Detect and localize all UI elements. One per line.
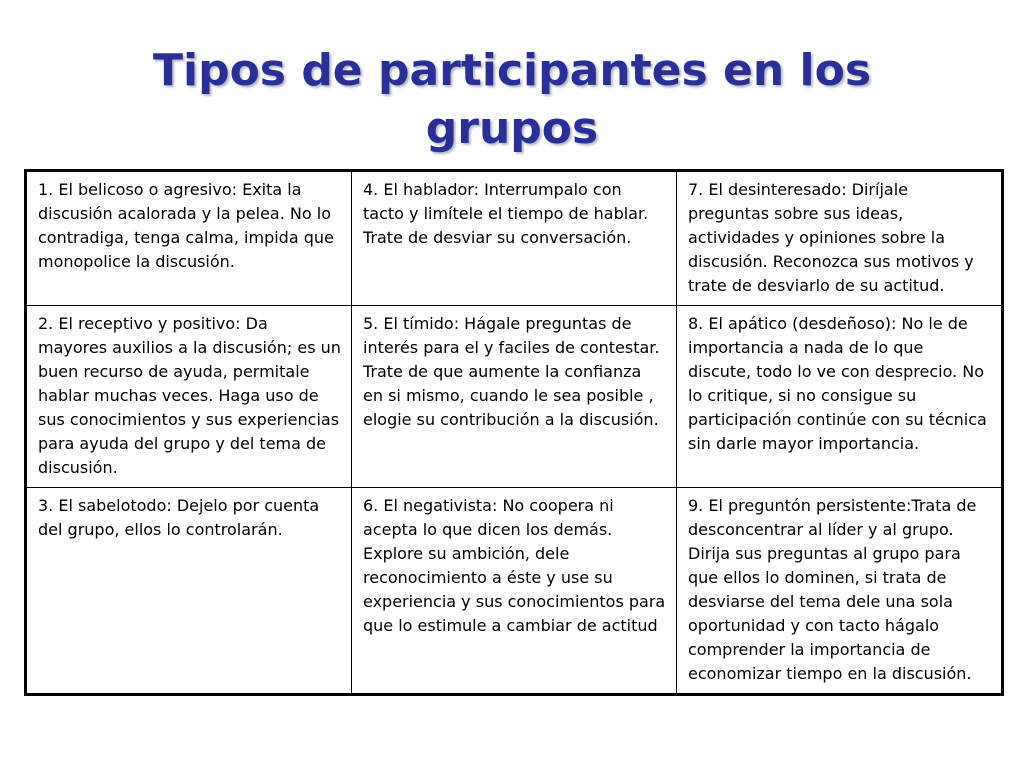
table-cell-type-7: 7. El desinteresado: Diríjale preguntas sobre sus ideas, actividades y opiniones sobre la discusión. Reconozca sus motivos y trate de desviarlo de su actitud.: [677, 171, 1003, 306]
table-row: [26, 488, 1003, 695]
table-row: [26, 306, 1003, 488]
table-cell-type-3: 3. El sabelotodo: Dejelo por cuenta del grupo, ellos lo controlarán.: [26, 488, 352, 695]
slide-title-line-2: grupos: [425, 103, 599, 154]
table-cell-type-4: 4. El hablador: Interrumpalo con tacto y limítele el tiempo de hablar. Trate de desviar su conversación.: [352, 171, 677, 306]
slide-title-line-1: Tipos de participantes en los: [152, 45, 872, 96]
participant-types-table: [24, 169, 1004, 696]
table-cell-type-8: 8. El apático (desdeñoso): No le de importancia a nada de lo que discute, todo lo ve con desprecio. No lo critique, si no consigue su participación continúe con su técnica sin darle mayor importancia.: [677, 306, 1003, 488]
table-cell-type-1: 1. El belicoso o agresivo: Exita la discusión acalorada y la pelea. No lo contradiga, tenga calma, impida que monopolice la discusión.: [26, 171, 352, 306]
table-row: [26, 171, 1003, 306]
table-cell-type-9: 9. El preguntón persistente:Trata de desconcentrar al líder y al grupo. Dirija sus preguntas al grupo para que ellos lo dominen, si trata de desviarse del tema dele una sola oportunidad y con tacto hágalo comprender la importancia de economizar tiempo en la discusión.: [677, 488, 1003, 695]
table-cell-type-6: 6. El negativista: No coopera ni acepta lo que dicen los demás. Explore su ambición, dele reconocimiento a éste y use su experiencia y sus conocimientos para que lo estimule a cambiar de actitud: [352, 488, 677, 695]
slide-title: [0, 42, 1024, 158]
table-cell-type-5: 5. El tímido: Hágale preguntas de interés para el y faciles de contestar. Trate de que aumente la confianza en si mismo, cuando le sea posible , elogie su contribución a la discusión.: [352, 306, 677, 488]
table-cell-type-2: 2. El receptivo y positivo: Da mayores auxilios a la discusión; es un buen recurso de ayuda, permitale hablar muchas veces. Haga uso de sus conocimientos y sus experiencias para ayuda del grupo y del tema de discusión.: [26, 306, 352, 488]
